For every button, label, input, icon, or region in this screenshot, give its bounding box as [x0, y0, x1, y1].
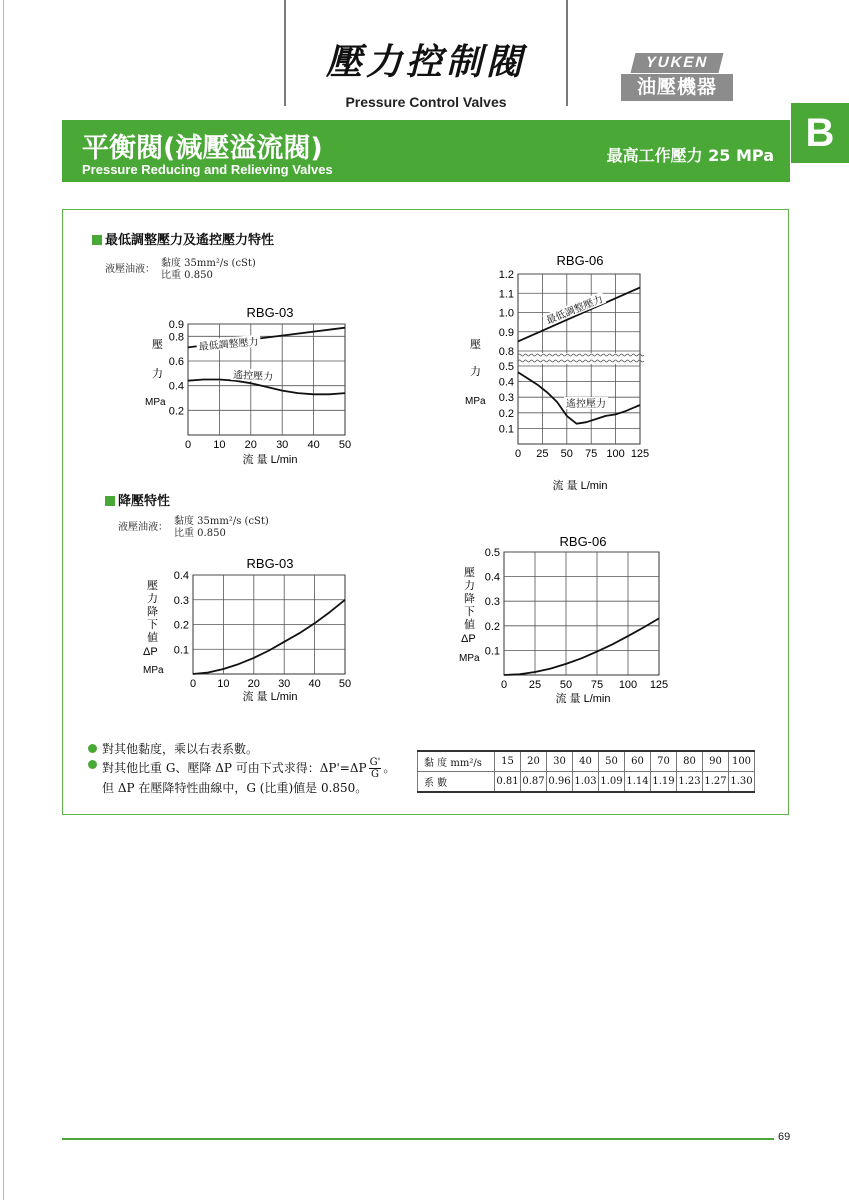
y-tick-label: 0.8	[168, 331, 184, 344]
header-divider-right	[566, 0, 568, 106]
x-tick-label: 125	[649, 679, 669, 691]
y-tick-label: 0.6	[168, 356, 184, 368]
green-bullet-icon	[88, 760, 97, 769]
x-tick-label: 50	[559, 679, 573, 691]
section-tab-b: B	[791, 103, 849, 163]
notes	[88, 741, 418, 796]
factor-cell: 0.96	[547, 772, 573, 793]
viscosity-factor-table	[417, 750, 755, 793]
y-label-unit: MPa	[459, 653, 480, 664]
viscosity-cell: 15	[495, 751, 521, 772]
viscosity-cell: 80	[677, 751, 703, 772]
factor-cell: 1.23	[677, 772, 703, 793]
note-gravity-value: 但 ΔP 在壓降特性曲線中，G (比重)値是 0.850。	[102, 781, 368, 795]
x-tick-label: 10	[217, 678, 230, 690]
y-tick-label: 0.2	[498, 407, 514, 420]
x-tick-label: 20	[244, 439, 257, 451]
left-margin-rule	[3, 0, 4, 1200]
y-label-dp: ΔP	[461, 633, 476, 645]
factor-cell: 1.30	[729, 772, 755, 793]
y-tick-label: 0.4	[173, 570, 189, 582]
x-tick-label: 75	[590, 679, 604, 691]
y-label-pressure: 壓	[152, 339, 163, 351]
y-tick-label: 0.4	[498, 376, 514, 389]
y-label-char: 壓	[147, 580, 158, 592]
series-label: 最低調整壓力	[545, 294, 605, 327]
x-tick-label: 125	[630, 448, 650, 460]
chart-rbg06-characteristics	[460, 252, 660, 497]
x-label: 流 量 L/min	[242, 454, 298, 466]
viscosity-row	[418, 751, 755, 772]
y-tick-label: 0.9	[498, 326, 514, 339]
factor-cell: 0.81	[495, 772, 521, 793]
footer-rule	[62, 1138, 774, 1140]
x-label: 流 量 L/min	[242, 691, 298, 703]
factor-row	[418, 772, 755, 793]
viscosity-cell: 40	[573, 751, 599, 772]
y-tick-label: 0.3	[498, 392, 514, 405]
max-pressure-label: 最高工作壓力 25 MPa	[606, 146, 774, 165]
logo-wordmark: YUKEN	[631, 53, 724, 73]
chart-title: RBG-03	[246, 305, 294, 320]
x-label: 流 量 L/min	[552, 480, 608, 492]
viscosity-cell: 100	[729, 751, 755, 772]
x-tick-label: 50	[560, 448, 573, 460]
fraction: $\frac{G'}{G}$	[369, 757, 381, 780]
y-label-char: 降	[464, 593, 475, 605]
chart-rbg03-pressure-drop	[135, 555, 375, 705]
factor-cell: 1.27	[703, 772, 729, 793]
x-tick-label: 0	[189, 678, 197, 690]
factor-cell: 1.09	[599, 772, 625, 793]
y-tick-label: 0.2	[173, 619, 189, 632]
chart-title: RBG-06	[559, 534, 607, 549]
series-line	[193, 600, 345, 674]
y-label-char: 下	[147, 619, 158, 631]
factor-cell: 1.03	[573, 772, 599, 793]
square-bullet-icon	[92, 235, 102, 245]
factor-header: 系 數	[418, 772, 495, 793]
viscosity-cell: 90	[703, 751, 729, 772]
y-label-unit: MPa	[143, 665, 164, 676]
x-tick-label: 30	[278, 678, 291, 690]
chart-title: RBG-06	[556, 253, 604, 268]
x-tick-label: 100	[618, 679, 638, 691]
viscosity-header: 黏 度 mm²/s	[418, 751, 495, 772]
y-tick-label: 0.3	[484, 596, 500, 609]
x-tick-label: 10	[213, 439, 226, 451]
y-label-unit: MPa	[145, 397, 166, 408]
x-tick-label: 25	[536, 448, 549, 460]
chart-title: RBG-03	[246, 556, 294, 571]
y-label-char: 降	[147, 606, 158, 618]
factor-cell: 1.19	[651, 772, 677, 793]
y-tick-label: 0.1	[173, 644, 189, 657]
viscosity-cell: 30	[547, 751, 573, 772]
y-label-force: 力	[152, 368, 163, 380]
page-subtitle: Pressure Control Valves	[345, 94, 507, 110]
x-tick-label: 50	[338, 678, 352, 690]
y-label-dp: ΔP	[143, 646, 158, 658]
y-label-char: 値	[464, 619, 475, 631]
x-tick-label: 20	[247, 678, 260, 690]
y-tick-label: 0.8	[498, 346, 514, 358]
y-label-unit: MPa	[465, 396, 486, 407]
factor-cell: 0.87	[521, 772, 547, 793]
green-bullet-icon	[88, 744, 97, 753]
y-tick-label: 0.1	[484, 645, 500, 658]
y-tick-label: 0.1	[498, 423, 514, 436]
y-label-char: 下	[464, 606, 475, 618]
x-tick-label: 75	[585, 448, 598, 460]
axis-break-gap	[519, 353, 639, 364]
x-tick-label: 25	[528, 679, 542, 691]
series-label: 遙控壓力	[232, 370, 274, 384]
x-tick-label: 0	[184, 439, 192, 451]
x-tick-label: 50	[338, 439, 352, 451]
x-tick-label: 40	[308, 678, 321, 690]
y-label-force: 力	[470, 366, 481, 378]
title-band	[62, 120, 790, 182]
y-tick-label: 1.2	[498, 269, 514, 281]
product-title: 平衡閥(減壓溢流閥)	[82, 133, 323, 164]
note-specific-gravity: 對其他比重 G、壓降 ΔP 可由下式求得：ΔP'=ΔP $\frac{G'}{G}$ 。	[88, 757, 418, 780]
x-tick-label: 0	[514, 448, 522, 460]
x-label: 流 量 L/min	[555, 693, 611, 705]
y-tick-label: 0.5	[484, 547, 500, 559]
y-label-char: 壓	[464, 567, 475, 579]
chart-rbg03-characteristics	[125, 302, 375, 472]
y-label-char: 値	[147, 632, 158, 644]
viscosity-cell: 60	[625, 751, 651, 772]
section-title-characteristics: 最低調整壓力及遙控壓力特性	[92, 229, 274, 248]
series-label: 遙控壓力	[566, 399, 606, 410]
y-label-char: 力	[464, 580, 475, 592]
x-tick-label: 30	[276, 439, 289, 451]
y-tick-label: 0.3	[173, 594, 189, 607]
x-tick-label: 100	[606, 448, 625, 460]
y-tick-label: 0.5	[498, 361, 514, 373]
logo-caption: 油壓機器	[621, 74, 733, 101]
section-title-reduction: 降壓特性	[105, 490, 170, 509]
plot-frame	[504, 552, 659, 675]
page-title: 壓力控制閥	[325, 42, 526, 83]
product-subtitle: Pressure Reducing and Relieving Valves	[82, 162, 333, 177]
chart-rbg06-pressure-drop	[456, 532, 676, 707]
page-number: 69	[778, 1131, 791, 1143]
y-tick-label: 0.4	[484, 571, 500, 584]
viscosity-cell: 20	[521, 751, 547, 772]
y-tick-label: 0.2	[168, 405, 184, 418]
y-tick-label: 0.2	[484, 620, 500, 633]
y-tick-label: 1.0	[498, 307, 514, 320]
yuken-logo	[621, 53, 733, 101]
note-viscosity: 對其他黏度，乘以右表系數。	[88, 741, 418, 757]
square-bullet-icon	[105, 496, 115, 506]
y-tick-label: 1.1	[498, 288, 514, 301]
series-label: 最低調整壓力	[198, 336, 260, 353]
series-line	[504, 618, 659, 675]
viscosity-cell: 70	[651, 751, 677, 772]
factor-cell: 1.14	[625, 772, 651, 793]
viscosity-cell: 50	[599, 751, 625, 772]
y-tick-label: 0.4	[168, 380, 184, 393]
content-frame	[62, 209, 789, 815]
y-label-char: 力	[147, 593, 158, 605]
x-tick-label: 40	[307, 439, 320, 451]
y-label-pressure: 壓	[470, 339, 481, 351]
x-tick-label: 0	[500, 679, 508, 691]
y-tick-label: 0.9	[168, 319, 184, 331]
